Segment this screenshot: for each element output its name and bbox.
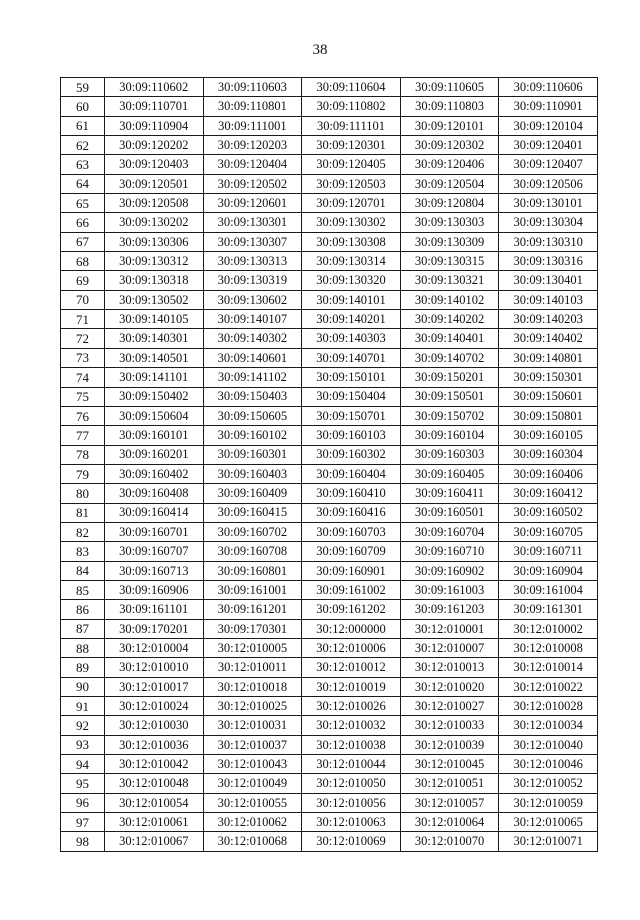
table-row: [61, 329, 598, 348]
cadastral-code-cell: 30:09:130310: [499, 232, 598, 251]
row-number-cell: 84: [61, 561, 105, 580]
cadastral-code-cell: 30:09:161001: [203, 580, 302, 599]
cadastral-code-cell: 30:09:120406: [400, 155, 499, 174]
row-number-cell: 80: [61, 484, 105, 503]
cadastral-code-cell: 30:09:141101: [105, 368, 204, 387]
cadastral-code-cell: 30:12:010027: [400, 697, 499, 716]
cadastral-code-cell: 30:09:120501: [105, 174, 204, 193]
row-number-cell: 70: [61, 290, 105, 309]
cadastral-code-cell: 30:09:160409: [203, 484, 302, 503]
cadastral-code-cell: 30:09:130320: [302, 271, 401, 290]
cadastral-code-cell: 30:09:160501: [400, 503, 499, 522]
cadastral-code-cell: 30:12:010001: [400, 619, 499, 638]
cadastral-code-cell: 30:12:010032: [302, 716, 401, 735]
cadastral-code-cell: 30:09:130308: [302, 232, 401, 251]
cadastral-code-cell: 30:12:010033: [400, 716, 499, 735]
table-row: [61, 755, 598, 774]
table-row: [61, 735, 598, 754]
row-number-cell: 66: [61, 213, 105, 232]
row-number-cell: 65: [61, 194, 105, 213]
table-row: [61, 561, 598, 580]
cadastral-code-cell: 30:09:130315: [400, 252, 499, 271]
cadastral-code-cell: 30:09:170301: [203, 619, 302, 638]
table-row: [61, 638, 598, 657]
cadastral-code-cell: 30:09:110904: [105, 116, 204, 135]
table-row: [61, 116, 598, 135]
cadastral-code-cell: 30:12:010045: [400, 755, 499, 774]
cadastral-code-cell: 30:09:160406: [499, 464, 598, 483]
cadastral-code-cell: 30:09:120502: [203, 174, 302, 193]
cadastral-code-cell: 30:09:140203: [499, 310, 598, 329]
row-number-cell: 79: [61, 464, 105, 483]
table-row: [61, 464, 598, 483]
row-number-cell: 81: [61, 503, 105, 522]
cadastral-code-cell: 30:09:120503: [302, 174, 401, 193]
cadastral-code-cell: 30:12:010056: [302, 793, 401, 812]
row-number-cell: 93: [61, 735, 105, 754]
row-number-cell: 62: [61, 136, 105, 155]
cadastral-code-cell: 30:09:140105: [105, 310, 204, 329]
cadastral-code-cell: 30:09:161202: [302, 600, 401, 619]
cadastral-code-cell: 30:09:130202: [105, 213, 204, 232]
row-number-cell: 72: [61, 329, 105, 348]
table-row: [61, 542, 598, 561]
row-number-cell: 86: [61, 600, 105, 619]
table-row: [61, 368, 598, 387]
cadastral-code-cell: 30:09:110602: [105, 78, 204, 97]
cadastral-code-cell: 30:09:120405: [302, 155, 401, 174]
cadastral-code-cell: 30:12:010059: [499, 793, 598, 812]
cadastral-code-cell: 30:09:150601: [499, 387, 598, 406]
cadastral-code-cell: 30:09:160404: [302, 464, 401, 483]
cadastral-code-cell: 30:09:161003: [400, 580, 499, 599]
cadastral-code-cell: 30:12:010048: [105, 774, 204, 793]
cadastral-code-cell: 30:09:160415: [203, 503, 302, 522]
cadastral-code-cell: 30:09:120104: [499, 116, 598, 135]
cadastral-code-cell: 30:09:160102: [203, 426, 302, 445]
cadastral-code-cell: 30:12:010061: [105, 813, 204, 832]
row-number-cell: 60: [61, 97, 105, 116]
cadastral-code-cell: 30:09:160302: [302, 445, 401, 464]
cadastral-code-cell: 30:12:010011: [203, 658, 302, 677]
table-row: [61, 97, 598, 116]
table-row: [61, 522, 598, 541]
table-row: [61, 619, 598, 638]
cadastral-code-cell: 30:09:140701: [302, 348, 401, 367]
row-number-cell: 94: [61, 755, 105, 774]
cadastral-code-cell: 30:09:120401: [499, 136, 598, 155]
table-row: [61, 271, 598, 290]
cadastral-code-cell: 30:09:161004: [499, 580, 598, 599]
cadastral-code-cell: 30:09:160707: [105, 542, 204, 561]
cadastral-code-cell: 30:12:010014: [499, 658, 598, 677]
cadastral-code-cell: 30:09:140601: [203, 348, 302, 367]
table-row: [61, 484, 598, 503]
cadastral-code-cell: 30:12:010071: [499, 832, 598, 851]
cadastral-code-cell: 30:09:161301: [499, 600, 598, 619]
cadastral-code-cell: 30:12:010034: [499, 716, 598, 735]
cadastral-code-cell: 30:09:160709: [302, 542, 401, 561]
cadastral-code-cell: 30:09:140801: [499, 348, 598, 367]
cadastral-code-cell: 30:09:130306: [105, 232, 204, 251]
cadastral-code-cell: 30:12:010069: [302, 832, 401, 851]
cadastral-code-cell: 30:09:130307: [203, 232, 302, 251]
table-row: [61, 348, 598, 367]
cadastral-code-cell: 30:09:160711: [499, 542, 598, 561]
cadastral-code-cell: 30:09:140103: [499, 290, 598, 309]
cadastral-code-cell: 30:09:170201: [105, 619, 204, 638]
cadastral-code-cell: 30:09:130301: [203, 213, 302, 232]
cadastral-code-cell: 30:09:110801: [203, 97, 302, 116]
table-row: [61, 832, 598, 851]
cadastral-code-cell: 30:09:140702: [400, 348, 499, 367]
cadastral-code-cell: 30:09:140402: [499, 329, 598, 348]
cadastral-code-cell: 30:09:110803: [400, 97, 499, 116]
cadastral-code-cell: 30:12:010020: [400, 677, 499, 696]
table-row: [61, 793, 598, 812]
row-number-cell: 90: [61, 677, 105, 696]
table-row: [61, 155, 598, 174]
cadastral-code-cell: 30:09:141102: [203, 368, 302, 387]
table-row: [61, 174, 598, 193]
table-row: [61, 290, 598, 309]
cadastral-code-cell: 30:09:150404: [302, 387, 401, 406]
cadastral-code-cell: 30:09:140401: [400, 329, 499, 348]
cadastral-code-cell: 30:12:010037: [203, 735, 302, 754]
cadastral-code-cell: 30:09:160906: [105, 580, 204, 599]
cadastral-code-cell: 30:09:140301: [105, 329, 204, 348]
cadastral-code-cell: 30:09:130302: [302, 213, 401, 232]
row-number-cell: 83: [61, 542, 105, 561]
cadastral-code-cell: 30:09:160103: [302, 426, 401, 445]
table-row: [61, 194, 598, 213]
cadastral-code-cell: 30:09:161002: [302, 580, 401, 599]
cadastral-code-cell: 30:12:010067: [105, 832, 204, 851]
cadastral-code-cell: 30:09:160416: [302, 503, 401, 522]
cadastral-code-cell: 30:09:140102: [400, 290, 499, 309]
cadastral-code-cell: 30:09:130502: [105, 290, 204, 309]
row-number-cell: 82: [61, 522, 105, 541]
row-number-cell: 98: [61, 832, 105, 851]
cadastral-code-cell: 30:09:120203: [203, 136, 302, 155]
cadastral-code-cell: 30:12:010043: [203, 755, 302, 774]
row-number-cell: 67: [61, 232, 105, 251]
cadastral-code-cell: 30:12:010025: [203, 697, 302, 716]
table-body: [61, 78, 598, 852]
cadastral-code-cell: 30:09:110802: [302, 97, 401, 116]
cadastral-code-cell: 30:12:010005: [203, 638, 302, 657]
cadastral-code-cell: 30:09:110701: [105, 97, 204, 116]
table-row: [61, 406, 598, 425]
cadastral-code-cell: 30:09:140202: [400, 310, 499, 329]
cadastral-code-cell: 30:09:130304: [499, 213, 598, 232]
cadastral-code-cell: 30:12:010022: [499, 677, 598, 696]
table-row: [61, 697, 598, 716]
cadastral-code-cell: 30:12:010044: [302, 755, 401, 774]
cadastral-code-cell: 30:09:140201: [302, 310, 401, 329]
cadastral-code-cell: 30:12:010013: [400, 658, 499, 677]
cadastral-code-cell: 30:09:110901: [499, 97, 598, 116]
cadastral-code-cell: 30:12:010068: [203, 832, 302, 851]
table-row: [61, 658, 598, 677]
cadastral-code-cell: 30:09:160403: [203, 464, 302, 483]
cadastral-code-cell: 30:09:120202: [105, 136, 204, 155]
cadastral-code-cell: 30:09:130318: [105, 271, 204, 290]
row-number-cell: 96: [61, 793, 105, 812]
cadastral-code-cell: 30:12:010055: [203, 793, 302, 812]
cadastral-code-cell: 30:09:161101: [105, 600, 204, 619]
cadastral-code-cell: 30:09:160702: [203, 522, 302, 541]
cadastral-code-cell: 30:12:010030: [105, 716, 204, 735]
cadastral-code-cell: 30:09:130401: [499, 271, 598, 290]
cadastral-code-cell: 30:09:160408: [105, 484, 204, 503]
table-row: [61, 232, 598, 251]
table-row: [61, 78, 598, 97]
cadastral-code-cell: 30:09:120504: [400, 174, 499, 193]
cadastral-code-cell: 30:12:010028: [499, 697, 598, 716]
cadastral-code-cell: 30:09:160901: [302, 561, 401, 580]
cadastral-code-cell: 30:09:130319: [203, 271, 302, 290]
row-number-cell: 88: [61, 638, 105, 657]
cadastral-code-cell: 30:12:010049: [203, 774, 302, 793]
cadastral-code-cell: 30:12:010026: [302, 697, 401, 716]
row-number-cell: 89: [61, 658, 105, 677]
cadastral-code-cell: 30:09:160303: [400, 445, 499, 464]
cadastral-code-cell: 30:12:010050: [302, 774, 401, 793]
cadastral-code-cell: 30:09:110606: [499, 78, 598, 97]
cadastral-code-cell: 30:12:010070: [400, 832, 499, 851]
cadastral-code-cell: 30:09:111101: [302, 116, 401, 135]
row-number-cell: 87: [61, 619, 105, 638]
cadastral-code-cell: 30:12:010012: [302, 658, 401, 677]
row-number-cell: 61: [61, 116, 105, 135]
row-number-cell: 73: [61, 348, 105, 367]
cadastral-code-cell: 30:09:160704: [400, 522, 499, 541]
cadastral-code-cell: 30:09:120101: [400, 116, 499, 135]
cadastral-code-cell: 30:12:010054: [105, 793, 204, 812]
cadastral-code-cell: 30:09:120301: [302, 136, 401, 155]
cadastral-code-cell: 30:09:160405: [400, 464, 499, 483]
cadastral-code-cell: 30:09:160902: [400, 561, 499, 580]
cadastral-code-cell: 30:09:160201: [105, 445, 204, 464]
row-number-cell: 68: [61, 252, 105, 271]
cadastral-code-cell: 30:09:140302: [203, 329, 302, 348]
cadastral-code-cell: 30:09:160801: [203, 561, 302, 580]
cadastral-code-cell: 30:09:120804: [400, 194, 499, 213]
cadastral-code-cell: 30:09:160904: [499, 561, 598, 580]
cadastral-code-cell: 30:12:010065: [499, 813, 598, 832]
cadastral-code-cell: 30:12:010062: [203, 813, 302, 832]
row-number-cell: 74: [61, 368, 105, 387]
cadastral-code-cell: 30:09:130602: [203, 290, 302, 309]
cadastral-code-cell: 30:09:160411: [400, 484, 499, 503]
cadastral-code-cell: 30:09:160414: [105, 503, 204, 522]
cadastral-code-cell: 30:09:150604: [105, 406, 204, 425]
cadastral-code-cell: 30:09:161201: [203, 600, 302, 619]
cadastral-code-cell: 30:09:120601: [203, 194, 302, 213]
cadastral-code-cell: 30:12:010008: [499, 638, 598, 657]
cadastral-code-cell: 30:09:120302: [400, 136, 499, 155]
cadastral-code-cell: 30:12:010018: [203, 677, 302, 696]
table-row: [61, 716, 598, 735]
cadastral-code-cell: 30:12:010006: [302, 638, 401, 657]
cadastral-code-cell: 30:12:010046: [499, 755, 598, 774]
cadastral-code-cell: 30:09:150501: [400, 387, 499, 406]
cadastral-code-cell: 30:09:110604: [302, 78, 401, 97]
cadastral-code-cell: 30:12:010051: [400, 774, 499, 793]
cadastral-code-cell: 30:09:120404: [203, 155, 302, 174]
page-number: 38: [312, 42, 328, 58]
cadastral-code-cell: 30:09:120701: [302, 194, 401, 213]
row-number-cell: 75: [61, 387, 105, 406]
cadastral-code-cell: 30:09:160105: [499, 426, 598, 445]
cadastral-code-cell: 30:09:160410: [302, 484, 401, 503]
table-row: [61, 503, 598, 522]
cadastral-code-cell: 30:12:010036: [105, 735, 204, 754]
cadastral-code-cell: 30:09:160412: [499, 484, 598, 503]
cadastral-code-cell: 30:09:150702: [400, 406, 499, 425]
cadastral-code-cell: 30:12:010057: [400, 793, 499, 812]
row-number-cell: 63: [61, 155, 105, 174]
table-row: [61, 677, 598, 696]
cadastral-code-cell: 30:12:010019: [302, 677, 401, 696]
cadastral-code-cell: 30:09:130321: [400, 271, 499, 290]
row-number-cell: 76: [61, 406, 105, 425]
cadastral-code-cell: 30:12:010010: [105, 658, 204, 677]
cadastral-code-cell: 30:09:160708: [203, 542, 302, 561]
cadastral-code-cell: 30:12:010031: [203, 716, 302, 735]
cadastral-code-cell: 30:09:160104: [400, 426, 499, 445]
cadastral-code-cell: 30:09:120506: [499, 174, 598, 193]
row-number-cell: 71: [61, 310, 105, 329]
cadastral-code-cell: 30:12:010042: [105, 755, 204, 774]
cadastral-code-cell: 30:09:140101: [302, 290, 401, 309]
cadastral-code-cell: 30:09:161203: [400, 600, 499, 619]
table-row: [61, 426, 598, 445]
cadastral-code-cell: 30:09:130312: [105, 252, 204, 271]
cadastral-code-cell: 30:09:160301: [203, 445, 302, 464]
cadastral-code-cell: 30:12:010038: [302, 735, 401, 754]
cadastral-code-cell: 30:09:160304: [499, 445, 598, 464]
row-number-cell: 85: [61, 580, 105, 599]
cadastral-code-cell: 30:12:010040: [499, 735, 598, 754]
cadastral-code-cell: 30:09:140107: [203, 310, 302, 329]
cadastral-code-cell: 30:09:160701: [105, 522, 204, 541]
table-row: [61, 136, 598, 155]
cadastral-code-cell: 30:09:150101: [302, 368, 401, 387]
row-number-cell: 92: [61, 716, 105, 735]
cadastral-code-cell: 30:12:000000: [302, 619, 401, 638]
cadastral-code-cell: 30:09:110605: [400, 78, 499, 97]
cadastral-code-cell: 30:09:150701: [302, 406, 401, 425]
cadastral-code-cell: 30:09:150801: [499, 406, 598, 425]
cadastral-code-cell: 30:09:130309: [400, 232, 499, 251]
cadastral-code-cell: 30:12:010052: [499, 774, 598, 793]
cadastral-code-cell: 30:09:160713: [105, 561, 204, 580]
row-number-cell: 64: [61, 174, 105, 193]
cadastral-code-cell: 30:09:150201: [400, 368, 499, 387]
cadastral-code-cell: 30:12:010024: [105, 697, 204, 716]
cadastral-code-cell: 30:12:010002: [499, 619, 598, 638]
table-row: [61, 252, 598, 271]
cadastral-code-cell: 30:12:010004: [105, 638, 204, 657]
cadastral-code-cell: 30:12:010064: [400, 813, 499, 832]
table-row: [61, 445, 598, 464]
cadastral-code-cell: 30:09:140501: [105, 348, 204, 367]
cadastral-code-cell: 30:09:140303: [302, 329, 401, 348]
row-number-cell: 78: [61, 445, 105, 464]
cadastral-code-cell: 30:12:010063: [302, 813, 401, 832]
cadastral-code-cell: 30:09:130101: [499, 194, 598, 213]
cadastral-code-cell: 30:09:120403: [105, 155, 204, 174]
cadastral-code-cell: 30:09:130313: [203, 252, 302, 271]
cadastral-code-cell: 30:09:120407: [499, 155, 598, 174]
cadastral-code-cell: 30:09:130316: [499, 252, 598, 271]
cadastral-code-cell: 30:12:010017: [105, 677, 204, 696]
cadastral-code-cell: 30:09:150403: [203, 387, 302, 406]
cadastral-code-cell: 30:09:160402: [105, 464, 204, 483]
cadastral-code-cell: 30:09:110603: [203, 78, 302, 97]
row-number-cell: 59: [61, 78, 105, 97]
row-number-cell: 69: [61, 271, 105, 290]
table-row: [61, 310, 598, 329]
table-row: [61, 600, 598, 619]
cadastral-code-cell: 30:09:120508: [105, 194, 204, 213]
row-number-cell: 77: [61, 426, 105, 445]
cadastral-code-cell: 30:09:160502: [499, 503, 598, 522]
cadastral-code-cell: 30:12:010039: [400, 735, 499, 754]
cadastral-code-cell: 30:09:150605: [203, 406, 302, 425]
cadastral-codes-table: [60, 77, 598, 852]
cadastral-code-cell: 30:09:160705: [499, 522, 598, 541]
table-row: [61, 213, 598, 232]
table-row: [61, 813, 598, 832]
table-row: [61, 580, 598, 599]
cadastral-code-cell: 30:09:130303: [400, 213, 499, 232]
row-number-cell: 91: [61, 697, 105, 716]
cadastral-code-cell: 30:09:130314: [302, 252, 401, 271]
table-row: [61, 387, 598, 406]
row-number-cell: 97: [61, 813, 105, 832]
cadastral-code-cell: 30:09:111001: [203, 116, 302, 135]
cadastral-code-cell: 30:09:150301: [499, 368, 598, 387]
cadastral-code-cell: 30:12:010007: [400, 638, 499, 657]
cadastral-code-cell: 30:09:160703: [302, 522, 401, 541]
cadastral-code-cell: 30:09:160710: [400, 542, 499, 561]
cadastral-code-cell: 30:09:160101: [105, 426, 204, 445]
row-number-cell: 95: [61, 774, 105, 793]
table-row: [61, 774, 598, 793]
cadastral-code-cell: 30:09:150402: [105, 387, 204, 406]
